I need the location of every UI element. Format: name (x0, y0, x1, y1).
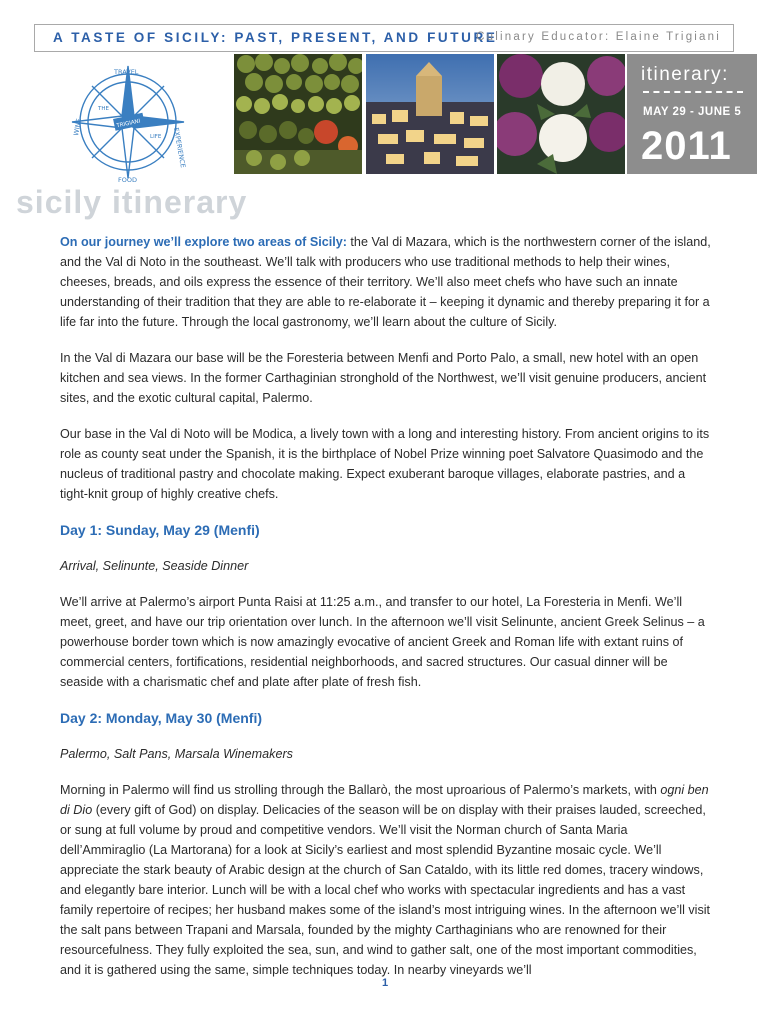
educator-credit: Culinary Educator: Elaine Trigiani (476, 31, 721, 43)
intro-lead: On our journey we’ll explore two areas of Sicily: (60, 235, 347, 249)
photo-town-night (366, 54, 494, 174)
itinerary-date-box (627, 54, 757, 174)
day-2-text-post: (every gift of God) on display. Delicacies of the season will be on display with their praises lauded, screeched, or sung at full volume by proud and competitive vendors. We’ll visit the Norman church of Santa Maria dell’Ammiraglio (La Martorana) for a look at Sicily’s earliest and most splendid Byzantine mosaic cycle. We’ll appreciate the stark beauty of Arabic design at the church of San Cataldo, with its little red domes, tracery windows, and elegantly bare interior. Lunch will be with a local chef who works with spectacular ingredients and has a vast family repertoire of recipes; her husband makes some of the island’s most intriguing wines. In the afternoon we’ll visit the salt pans between Trapani and Marsala, founded by the mighty Carthaginians who are renowned for their resourcefulness. They fully exploited the sea, sun, and wind to gather salt, one of the most important commodities, and it is gathered using the same, simple techniques today. In nearby vineyards we’ll (60, 803, 711, 977)
document-title: A TASTE OF SICILY: PAST, PRESENT, AND FUTURE (53, 30, 498, 45)
logo-text-food: FOOD (118, 176, 137, 184)
intro-paragraph (60, 232, 712, 332)
photo-olives (234, 54, 362, 174)
itinerary-year: 2011 (641, 124, 732, 168)
day-2-text (60, 780, 712, 980)
logo-text-experience: EXPERIENCE (172, 126, 187, 169)
day-1-text: We’ll arrive at Palermo’s airport Punta Raisi at 11:25 a.m., and transfer to our hotel, La Foresteria in Menfi. We’ll meet, greet, and have our trip orientation over lunch. In the afternoon we’ll visit Selinunte, ancient Greek Selinus – a powerhouse border town which is now amazingly evocative of ancient Greek and Roman life with extant ruins of commercial centers, fortifications, residential neighborhoods, and sacred structures. Our casual dinner will be seaside with a charismatic chef and plate after plate of fresh fish. (60, 595, 705, 689)
photo-cauliflower (497, 54, 625, 174)
itinerary-body (60, 232, 712, 996)
day-2-subtitle: Palermo, Salt Pans, Marsala Winemakers (60, 747, 293, 761)
header-banner (34, 24, 734, 52)
logo-text-the: THE (98, 106, 109, 112)
logo-text-life: LIFE (150, 134, 162, 140)
day-2-section (60, 708, 712, 980)
page-number: 1 (381, 977, 389, 989)
itinerary-rule (643, 91, 743, 93)
paragraph-val-di-noto: Our base in the Val di Noto will be Modica, a lively town with a long and interesting history. From ancient origins to its role as county seat under the Spanish, it is the birthplace of Nobel Prize winning poet Salvatore Quasimodo and the nucleus of traditional pastry and chocolate making. Expect exuberant baroque villages, elaborate pastries, and a tight-knit group of highly creative chefs. (60, 427, 710, 501)
day-2-heading: Day 2: Monday, May 30 (Menfi) (60, 710, 263, 726)
logo-text-trigiani: TRIGIANI (116, 118, 141, 130)
logo-text-wine: WINE (72, 117, 83, 137)
logo-text-travel: TRAVEL (114, 68, 139, 76)
paragraph-val-di-mazara: In the Val di Mazara our base will be the Foresteria between Menfi and Porto Palo, a small, new hotel with an open kitchen and sea views. In the former Carthaginian stronghold of the Northwest, we’ll visit genuine producers, ancient sites, and the exotic cultural capital, Palermo. (60, 351, 707, 405)
day-1-subtitle: Arrival, Selinunte, Seaside Dinner (60, 559, 249, 573)
itinerary-dates: MAY 29 - JUNE 5 (643, 106, 742, 118)
compass-logo (56, 58, 206, 188)
day-2-text-pre: Morning in Palermo will find us strolling through the Ballarò, the most uproarious of Palermo’s markets, with (60, 783, 661, 797)
day-2-text-italic: ogni ben di Dio (60, 783, 709, 817)
page-heading: sicily itinerary (16, 184, 248, 220)
day-1-heading: Day 1: Sunday, May 29 (Menfi) (60, 522, 260, 538)
intro-text: the Val di Mazara, which is the northwestern corner of the island, and the Val di Noto in the southeast. We’ll talk with producers who use traditional methods to help their wines, cheeses, breads, and oils express the essence of their territory. We’ll also meet chefs who have such an innate understanding of their tradition that they are able to re-elaborate it – keeping it dynamic and thereby preparing it for a life far into the future. Through the local gastronomy, we’ll learn about the culture of Sicily. (60, 235, 711, 329)
itinerary-label: itinerary: (641, 64, 729, 85)
day-1-section (60, 520, 712, 692)
